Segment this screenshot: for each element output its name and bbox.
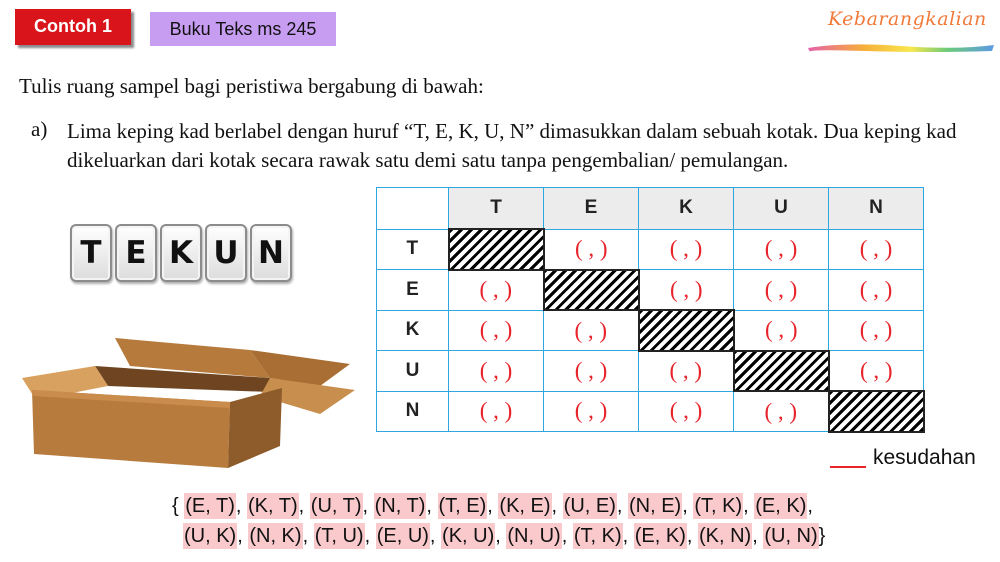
outcomes-count-blank [830,466,866,468]
pair-cell: ( , ) [734,310,829,351]
outcome-pair: (U, K) [184,525,237,547]
row-header: T [377,229,449,270]
question-item-letter: a) [31,117,48,141]
letter-card: K [160,224,202,282]
outcome-pair: (N, E) [629,495,682,517]
open-brace: { [172,495,179,517]
outcome-pair: (T, K) [573,525,622,547]
pair-cell: ( , ) [449,351,544,392]
row-header: K [377,310,449,351]
outcome-pair: (T, K) [694,495,743,517]
pair-cell: ( , ) [829,229,924,270]
table-row [377,270,924,311]
outcome-pair: (K, N) [699,525,752,547]
outcome-pair: (N, K) [249,525,302,547]
excluded-cell [639,310,734,351]
column-header: T [449,188,544,230]
sample-space-line-2: (U, K), (N, K), (T, U), (E, U), (K, U), (N, U), (T, K), (E, K), (K, N), (U, N)} [184,525,826,547]
textbook-reference-label: Buku Teks ms 245 [150,12,336,46]
pair-cell: ( , ) [544,351,639,392]
column-header: K [639,188,734,230]
column-header: N [829,188,924,230]
close-brace: } [818,525,826,547]
table-row [377,351,924,392]
pair-cell: ( , ) [829,270,924,311]
pair-cell: ( , ) [734,270,829,311]
row-header: N [377,391,449,432]
pair-cell: ( , ) [639,229,734,270]
outcome-pair: (N, T) [374,495,426,517]
pair-cell: ( , ) [639,351,734,392]
excluded-cell [829,391,924,432]
pair-cell: ( , ) [734,391,829,432]
pair-cell: ( , ) [449,391,544,432]
pair-cell: ( , ) [544,391,639,432]
pair-cell: ( , ) [449,310,544,351]
letter-card: U [205,224,247,282]
pair-cell: ( , ) [734,229,829,270]
excluded-cell [544,270,639,311]
pair-cell: ( , ) [829,351,924,392]
outcome-pair: (N, U) [507,525,561,547]
pair-cell: ( , ) [639,391,734,432]
sample-space-table [376,187,925,433]
outcome-pair: (E, K) [755,495,807,517]
letter-cards [70,224,292,282]
table-row [377,310,924,351]
table-header-row [377,188,924,230]
topic-logo-text: Kebarangkalian [828,8,987,30]
outcome-pair: (E, U) [376,525,429,547]
outcome-pair: (U, E) [563,495,616,517]
table-row [377,391,924,432]
pair-cell: ( , ) [639,270,734,311]
pair-cell: ( , ) [449,270,544,311]
letter-card: E [115,224,157,282]
outcome-pair: (E, K) [634,525,686,547]
sample-space-line-1: { (E, T), (K, T), (U, T), (N, T), (T, E), (K, E), (U, E), (N, E), (T, K), (E, K), [172,495,813,517]
letter-card: N [250,224,292,282]
column-header: E [544,188,639,230]
outcome-pair: (U, T) [310,495,362,517]
question-intro: Tulis ruang sampel bagi peristiwa bergabung di bawah: [19,74,484,98]
outcomes-label: kesudahan [873,446,976,469]
row-header: E [377,270,449,311]
letter-card: T [70,224,112,282]
outcome-pair: (K, T) [248,495,298,517]
pair-cell: ( , ) [544,310,639,351]
cardboard-box-illustration [20,330,360,470]
outcome-pair: (K, U) [442,525,495,547]
row-header: U [377,351,449,392]
outcome-pair: (U, N) [764,525,818,547]
outcome-pair: (T, U) [314,525,364,547]
outcome-pair: (T, E) [438,495,487,517]
outcome-pair: (E, T) [185,495,235,517]
column-header: U [734,188,829,230]
topic-logo-brush-stroke [806,40,996,54]
table-row [377,229,924,270]
pair-cell: ( , ) [829,310,924,351]
example-label: Contoh 1 [15,9,131,45]
table-corner-cell [377,188,449,230]
pair-cell: ( , ) [544,229,639,270]
excluded-cell [734,351,829,392]
excluded-cell [449,229,544,270]
question-item-text: Lima keping kad berlabel dengan huruf “T, E, K, U, N” dimasukkan dalam sebuah kotak. Dua keping kad dikeluarkan dari kotak secara rawak satu demi satu tanpa pengembalian/ pemulangan. [67,119,957,172]
outcome-pair: (K, E) [499,495,551,517]
